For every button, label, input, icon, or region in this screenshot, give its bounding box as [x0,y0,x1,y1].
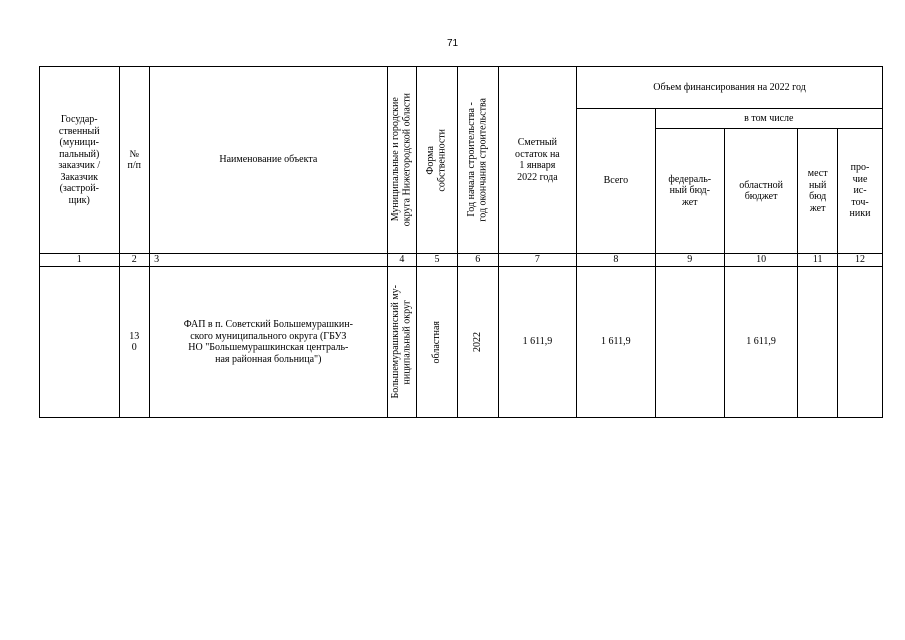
column-number: 11 [798,254,838,267]
cell-municipality [387,267,417,418]
column-number: 7 [498,254,576,267]
cell-years-text: 2022 [472,332,483,352]
cell-object-name: ФАП в п. Советский Большемурашкин- ского муниципального округа (ГБУЗ НО "Большемурашкинская централь- ная районная больница") [150,267,387,418]
cell-ownership [417,267,458,418]
header-ownership [417,67,458,254]
column-number: 6 [457,254,498,267]
cell-other [838,267,883,418]
column-number: 3 [150,254,387,267]
page-number: 71 [446,38,459,49]
cell-customer [40,267,120,418]
header-federal: федераль- ный бюд- жет [655,129,724,254]
header-object-name: Наименование объекта [150,67,387,254]
cell-total: 1 611,9 [577,267,655,418]
column-number: 2 [119,254,150,267]
header-regional: областной бюджет [724,129,797,254]
header-customer: Государ- ственный (муници- пальный) заказчик / Заказчик (застрой- щик) [40,67,120,254]
column-number: 8 [577,254,655,267]
column-number: 1 [40,254,120,267]
cell-municipality-text: Большемурашкинский му- ниципальный округ [390,285,413,399]
header-years-text: Год начала строительства - год окончания строительства [466,98,489,222]
cell-federal [655,267,724,418]
column-number: 12 [838,254,883,267]
cell-regional: 1 611,9 [724,267,797,418]
header-funding-volume: Объем финансирования на 2022 год [577,67,883,109]
header-estimate-balance: Сметный остаток на 1 января 2022 года [498,67,576,254]
header-other: про- чие ис- точ- ники [838,129,883,254]
table-row [40,267,883,418]
header-including: в том числе [655,109,882,129]
header-local: мест ный бюд жет [798,129,838,254]
header-total: Всего [577,109,655,254]
column-number: 9 [655,254,724,267]
column-number: 10 [724,254,797,267]
financing-table [39,66,883,418]
header-ownership-text: Форма собственности [425,128,448,192]
cell-local [798,267,838,418]
column-number-row [40,254,883,267]
cell-ownership-text: областная [431,320,443,364]
header-row-number: № п/п [119,67,150,254]
header-years [457,67,498,254]
column-number: 4 [387,254,417,267]
cell-years [457,267,498,418]
cell-row-number: 13 0 [119,267,150,418]
column-number: 5 [417,254,458,267]
header-municipality [387,67,417,254]
header-municipality-text: Муниципальные и городские округа Нижегородской области [390,93,413,227]
cell-estimate-balance: 1 611,9 [498,267,576,418]
